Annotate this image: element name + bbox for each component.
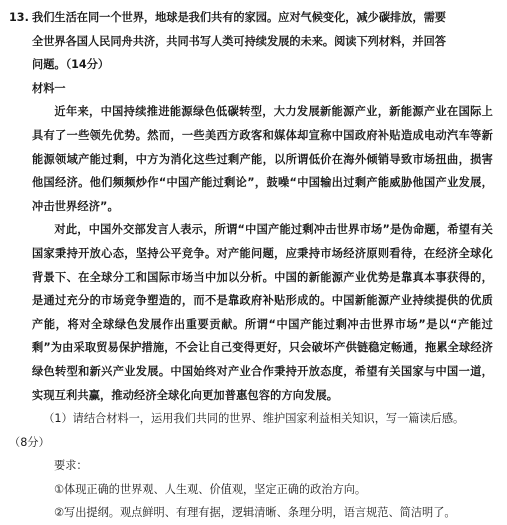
- question-number: 13.: [9, 11, 29, 24]
- requirements-title: 要求：: [54, 459, 88, 473]
- material-heading: 材料一: [32, 81, 66, 95]
- requirement-item-1: ①体现正确的世界观、人生观、价值观，坚定正确的政治方向。: [54, 482, 367, 496]
- sub-question-prompt: （1）请结合材料一，运用我们共同的世界、维护国家利益相关知识，写一篇读后感。: [43, 412, 465, 426]
- question-intro-line-2: 全世界各国人民同舟共济，共同书写人类可持续发展的未来。阅读下列材料，并回答: [32, 34, 446, 48]
- requirement-item-2: ②写出提纲。观点鲜明、有理有据，逻辑清晰、条理分明，语言规范、简洁明了。: [54, 506, 456, 520]
- sub-question-points: （8分）: [9, 435, 50, 449]
- question-intro-line-1: 我们生活在同一个世界，地球是我们共有的家园。应对气候变化，减少碳排放，需要: [32, 11, 446, 24]
- material-paragraph-2: 对此，中国外交部发言人表示，所谓“中国产能过剩冲击世界市场”是伪命题，希望有关国家秉持开放心态，坚持公平竞争。对产能问题，应秉持市场经济原则看待，在经济全球化背景下、在全球分工和国际市场当中加以分析。中国的新能源产业优势是靠真本事获得的，是通过充分的市场竞争塑造的，而不是靠政府补贴形成的。中国新能源产业持续提供的优质产能，将对全球绿色发展作出重要贡献。所谓“中国产能过剩冲击世界市场”是以“产能过剩”为由采取贸易保护措施，不会让自己变得更好，只会破坏产供链稳定畅通，拖累全球经济绿色转型和新兴产业发展。中国始终对产业合作秉持开放态度，希望有关国家与中国一道，实现互利共赢，推动经济全球化向更加普惠包容的方向发展。: [32, 223, 494, 402]
- question-header: [9, 6, 493, 30]
- question-intro-line-3: 问题。（14分）: [32, 58, 110, 72]
- material-paragraph-1: 近年来，中国持续推进能源绿色低碳转型，大力发展新能源产业，新能源产业在国际上具有了一些领先优势。然而，一些美西方政客和媒体却宣称中国政府补贴造成电动汽车等新能源领域产能过剩，中方为消化这些过剩产能，以所谓低价在海外倾销导致市场扭曲，损害他国经济。他们频频炒作“中国产能过剩论”，鼓噪“中国输出过剩产能威胁他国产业发展，冲击世界经济”。: [32, 105, 493, 213]
